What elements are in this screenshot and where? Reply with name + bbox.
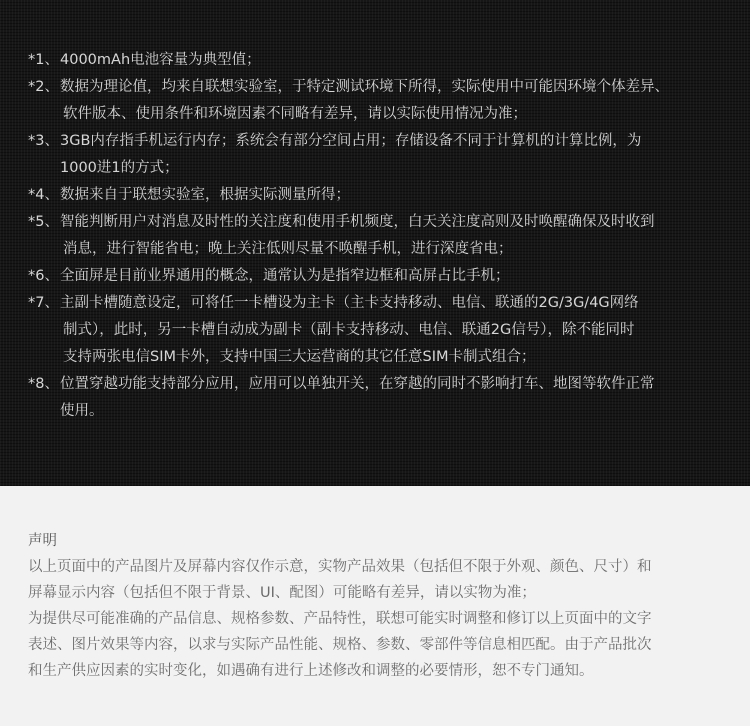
disclaimer-line: 屏幕显示内容（包括但不限于背景、UI、配图）可能略有差异，请以实物为准； (28, 585, 536, 601)
footnote-line: 主副卡槽随意设定，可将任一卡槽设为主卡（主卡支持移动、电信、联通的2G/3G/4G网络 (60, 295, 639, 311)
footnote-number: *6、 (28, 268, 59, 284)
disclaimer-line: 表述、图片效果等内容，以求与实际产品性能、规格、参数、零部件等信息相匹配。由于产品批次 (28, 637, 652, 653)
footnote-line: 3GB内存指手机运行内存；系统会有部分空间占用；存储设备不同于计算机的计算比例，为 (60, 133, 642, 149)
footnote-8 (0, 371, 750, 425)
disclaimer-line: 为提供尽可能准确的产品信息、规格参数、产品特性，联想可能实时调整和修订以上页面中的文字 (28, 611, 652, 627)
footnote-2 (0, 74, 750, 128)
disclaimer-line: 以上页面中的产品图片及屏幕内容仅作示意，实物产品效果（包括但不限于外观、颜色、尺寸）和 (28, 559, 652, 575)
footnote-line: 数据为理论值，均来自联想实验室，于特定测试环境下所得，实际使用中可能因环境个体差异、 (60, 79, 669, 95)
footnote-number: *4、 (28, 187, 59, 203)
footnote-line: 软件版本、使用条件和环境因素不同略有差异，请以实际使用情况为准； (63, 106, 527, 122)
footnote-number: *1、 (28, 52, 59, 68)
footnote-number: *5、 (28, 214, 59, 230)
footnote-number: *2、 (28, 79, 59, 95)
footnote-line: 消息，进行智能省电；晚上关注低则尽量不唤醒手机，进行深度省电； (63, 241, 513, 257)
footnote-line: 1000进1的方式； (60, 160, 179, 176)
disclaimer-title: 声明 (28, 533, 57, 549)
footnote-number: *3、 (28, 133, 59, 149)
footnote-line: 全面屏是目前业界通用的概念，通常认为是指窄边框和高屏占比手机； (60, 268, 510, 284)
disclaimer-section (0, 486, 750, 726)
footnote-number: *8、 (28, 376, 59, 392)
footnote-number: *7、 (28, 295, 59, 311)
footnote-7 (0, 290, 750, 371)
footnote-line: 支持两张电信SIM卡外，支持中国三大运营商的其它任意SIM卡制式组合； (63, 349, 536, 365)
footnote-1 (0, 47, 750, 74)
footnote-line: 数据来自于联想实验室，根据实际测量所得； (60, 187, 350, 203)
footnote-3 (0, 128, 750, 182)
footnote-line: 使用。 (60, 403, 104, 419)
footnote-line: 位置穿越功能支持部分应用，应用可以单独开关，在穿越的同时不影响打车、地图等软件正常 (60, 376, 655, 392)
footnote-4 (0, 182, 750, 209)
footnote-line: 4000mAh电池容量为典型值； (60, 52, 261, 68)
footnote-6 (0, 263, 750, 290)
disclaimer-line: 和生产供应因素的实时变化，如遇确有进行上述修改和调整的必要情形，恕不专门通知。 (28, 663, 594, 679)
footnote-5 (0, 209, 750, 263)
footnote-line: 制式），此时，另一卡槽自动成为副卡（副卡支持移动、电信、联通2G信号），除不能同时 (63, 322, 635, 338)
footnote-line: 智能判断用户对消息及时性的关注度和使用手机频度，白天关注度高则及时唤醒确保及时收到 (60, 214, 655, 230)
